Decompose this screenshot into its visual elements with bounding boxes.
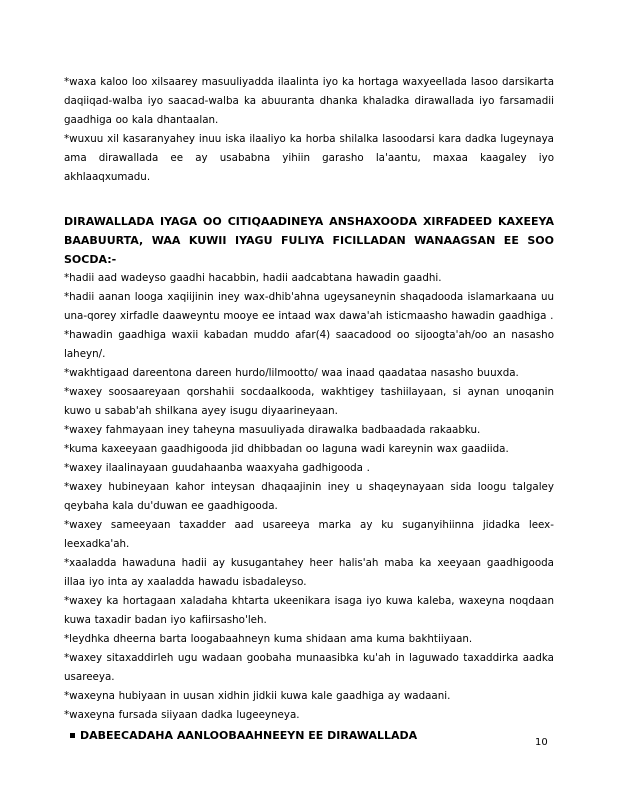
list-item: *hawadin gaadhiga waxii kabadan muddo afar(4) saacadood oo sijoogta'ah/oo an nasasho laheyn/. bbox=[64, 329, 554, 360]
list-item: *waxey sitaxaddirleh ugu wadaan goobaha munaasibka ku'ah in laguwado taxaddirka aadka usareeya. bbox=[64, 652, 554, 683]
page-content bbox=[64, 73, 554, 745]
square-bullet-icon bbox=[70, 733, 75, 738]
intro-paragraph: *waxa kaloo loo xilsaarey masuuliyadda ilaalinta iyo ka hortaga waxyeellada lasoo darsikarta daqiiqad-walba iyo saacad-walba ka abuuranta dhanka khaladka dirawallada iyo farsamadii gaadhiga oo kala dhantaalan. bbox=[64, 76, 554, 126]
page-number: 10 bbox=[535, 737, 548, 748]
subsection-heading bbox=[70, 726, 554, 745]
section-heading: DIRAWALLADA IYAGA OO CITIQAADINEYA ANSHAXOODA XIRFADEED KAXEEYA BAABUURTA, WAA KUWII IYAGU FULIYA FICILLADAN WANAAGSAN EE SOO SOCDA:- bbox=[64, 215, 554, 266]
list-item: *waxey sameeyaan taxadder aad usareeya marka ay ku suganyihiinna jidadka leex-leexadka'ah. bbox=[64, 519, 554, 550]
list-items bbox=[64, 269, 554, 725]
list-item: *waxey soosaareyaan qorshahii socdaalkooda, wakhtigey tashiilayaan, si aynan unoqanin kuwo u sabab'ah shilkana ayey isugu diyaarineyaan. bbox=[64, 386, 554, 417]
list-item: *kuma kaxeeyaan gaadhigooda jid dhibbadan oo laguna wadi kareynin wax gaadiida. bbox=[64, 443, 509, 455]
list-item: *xaaladda hawaduna hadii ay kusugantahey heer halis'ah maba ka xeeyaan gaadhigooda illaa iyo inta ay xaaladda hawadu isbadaleyso. bbox=[64, 557, 554, 588]
list-item: *waxey fahmayaan iney taheyna masuuliyada dirawalka badbaadada rakaabku. bbox=[64, 424, 481, 436]
intro-paragraph: *wuxuu xil kasaranyahey inuu iska ilaaliyo ka horba shilalka lasoodarsi kara dadka lugeynaya ama dirawallada ee ay usababna yihiin garasho la'aantu, maxaa kaagaley iyo akhlaaqxumadu. bbox=[64, 133, 554, 183]
subsection-heading-text: DABEECADAHA AANLOOBAAHNEEYN EE DIRAWALLADA bbox=[80, 729, 418, 742]
list-item: *wakhtigaad dareentona dareen hurdo/lilmootto/ waa inaad qaadataa nasasho buuxda. bbox=[64, 367, 519, 379]
list-item: *waxey hubineyaan kahor inteysan dhaqaajinin iney u shaqeynayaan sida loogu talgaley qeybaha kala du'duwan ee gaadhigooda. bbox=[64, 481, 554, 512]
list-item: *waxey ilaalinayaan guudahaanba waaxyaha gadhigooda . bbox=[64, 462, 370, 474]
list-item: *hadii aanan looga xaqiijinin iney wax-dhib'ahna ugeysaneynin shaqadooda islamarkaana uu una-qorey xirfadle daaweyntu mooye ee intaad wax dawa'ah isticmaasho hawadin gaadhiga . bbox=[64, 291, 554, 322]
list-item: *waxeyna fursada siiyaan dadka lugeeyneya. bbox=[64, 709, 300, 721]
list-item: *waxey ka hortagaan xaladaha khtarta ukeenikara isaga iyo kuwa kaleba, waxeyna noqdaan kuwa taxadir badan iyo kafiirsasho'leh. bbox=[64, 595, 554, 626]
list-item: *waxeyna hubiyaan in uusan xidhin jidkii kuwa kale gaadhiga ay wadaani. bbox=[64, 690, 451, 702]
list-item: *leydhka dheerna barta loogabaahneyn kuma shidaan ama kuma bakhtiiyaan. bbox=[64, 633, 473, 645]
list-item: *hadii aad wadeyso gaadhi hacabbin, hadii aadcabtana hawadin gaadhi. bbox=[64, 272, 442, 284]
